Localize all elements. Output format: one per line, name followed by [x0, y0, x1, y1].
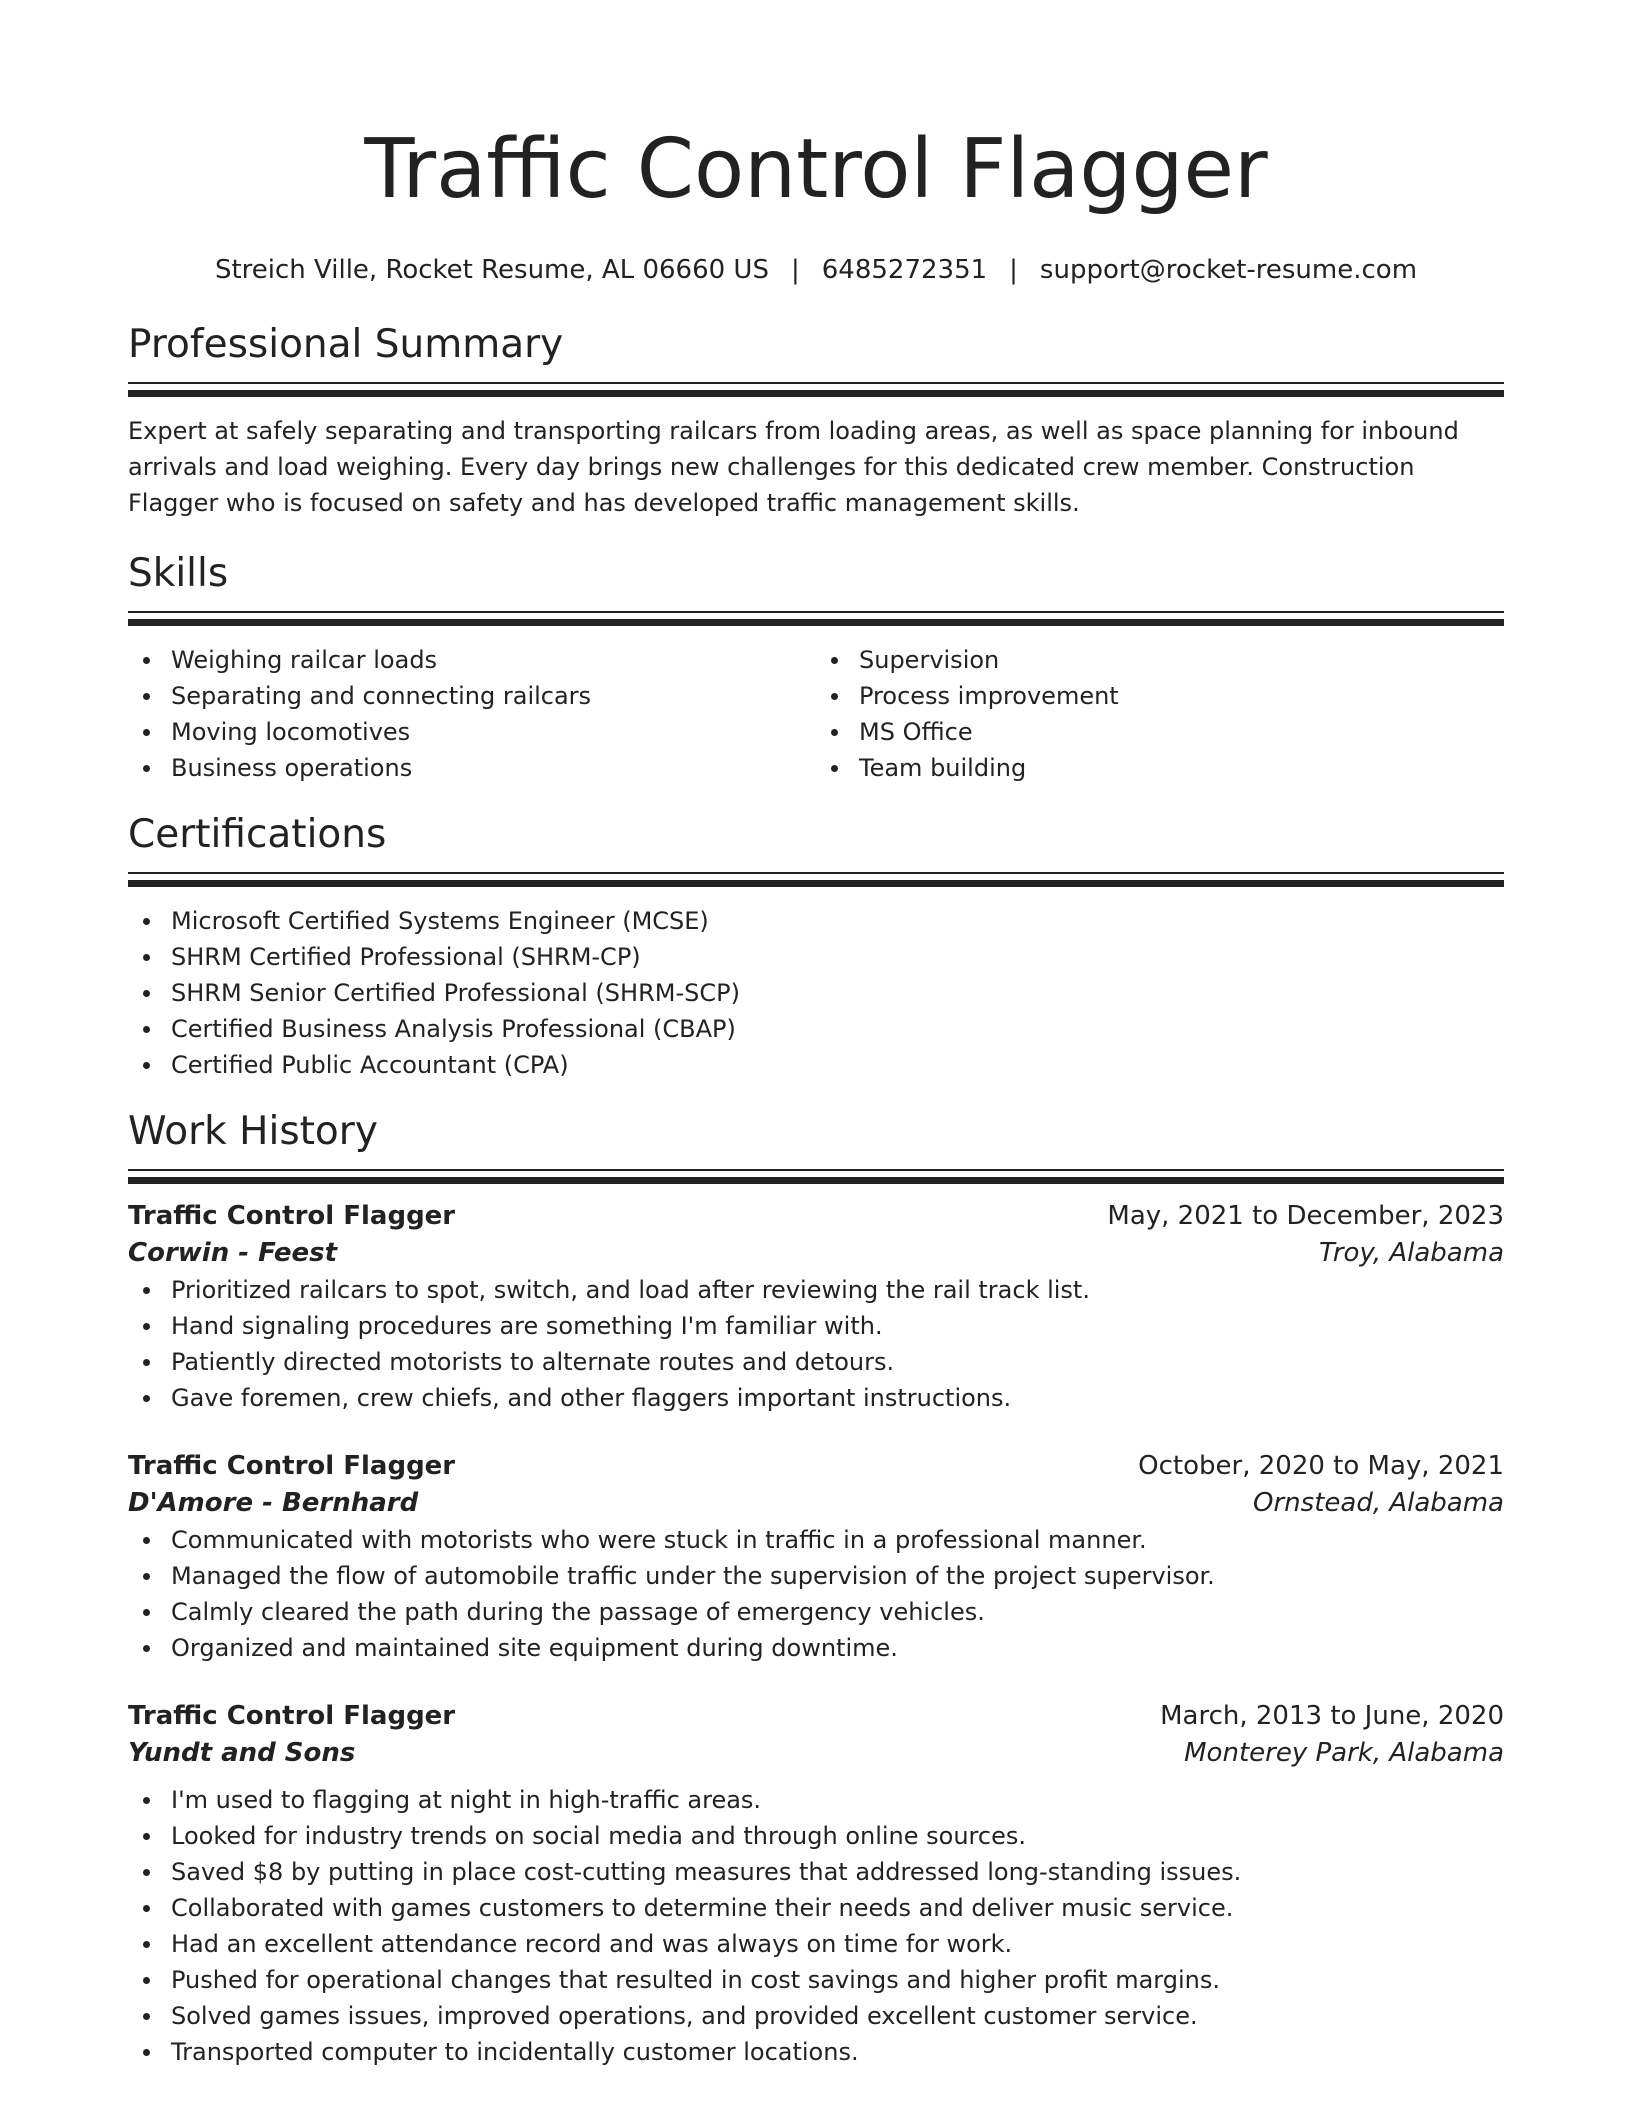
list-item: Collaborated with games customers to determine their needs and deliver music service. [171, 1890, 1504, 1926]
contact-separator: | [790, 255, 800, 285]
job-subheader [128, 1484, 1504, 1522]
job-subheader [128, 1234, 1504, 1272]
section-rule-thin [128, 1169, 1504, 1173]
skills-section [128, 551, 1504, 786]
list-item: Supervision [859, 642, 1504, 678]
list-item: Solved games issues, improved operations, and provided excellent customer service. [171, 1998, 1504, 2034]
job-bullets [128, 1272, 1504, 1416]
contact-separator: | [1009, 255, 1018, 285]
list-item: Saved $8 by putting in place cost-cutting measures that addressed long-standing issues. [171, 1854, 1504, 1890]
list-item: Had an excellent attendance record and was always on time for work. [171, 1926, 1504, 1962]
job-bullets [128, 1522, 1504, 1666]
job-entry [128, 1698, 1504, 2070]
job-bullets [128, 1782, 1504, 2070]
list-item: Process improvement [859, 678, 1504, 714]
list-item: I'm used to flagging at night in high-traffic areas. [171, 1782, 1504, 1818]
job-company: Yundt and Sons [128, 1738, 356, 1768]
list-item: Gave foremen, crew chiefs, and other flaggers important instructions. [171, 1380, 1504, 1416]
job-company: Corwin - Feest [128, 1238, 338, 1268]
job-company: D'Amore - Bernhard [128, 1488, 419, 1518]
job-dates: October, 2020 to May, 2021 [1138, 1451, 1504, 1481]
list-item: MS Office [859, 714, 1504, 750]
list-item: Looked for industry trends on social media and through online sources. [171, 1818, 1504, 1854]
list-item: Organized and maintained site equipment during downtime. [171, 1630, 1504, 1666]
list-item: Communicated with motorists who were stuck in traffic in a professional manner. [171, 1522, 1504, 1558]
job-dates: May, 2021 to December, 2023 [1107, 1201, 1504, 1231]
job-title: Traffic Control Flagger [128, 1201, 456, 1231]
skills-column-right [816, 642, 1504, 786]
section-rule-thin [128, 872, 1504, 876]
contact-email[interactable]: support@rocket-resume.com [1039, 255, 1418, 285]
job-subheader [128, 1734, 1504, 1772]
job-entry [128, 1448, 1504, 1666]
contact-phone: 6485272351 [821, 255, 988, 285]
list-item: Microsoft Certified Systems Engineer (MCSE) [171, 903, 1504, 939]
section-rule-thick [128, 880, 1504, 887]
list-item: Certified Public Accountant (CPA) [171, 1047, 1504, 1083]
job-dates: March, 2013 to June, 2020 [1160, 1701, 1504, 1731]
job-title: Traffic Control Flagger [128, 1701, 456, 1731]
list-item: Patiently directed motorists to alternate routes and detours. [171, 1344, 1504, 1380]
job-location: Ornstead, Alabama [1253, 1488, 1504, 1518]
list-item: Prioritized railcars to spot, switch, and load after reviewing the rail track list. [171, 1272, 1504, 1308]
list-item: Team building [859, 750, 1504, 786]
certifications-section [128, 812, 1504, 1083]
skills-column-left [128, 642, 816, 786]
section-rule-thin [128, 382, 1504, 386]
job-entry [128, 1198, 1504, 1416]
job-location: Monterey Park, Alabama [1184, 1738, 1504, 1768]
section-rule-thick [128, 619, 1504, 626]
summary-section [128, 322, 1504, 521]
list-item: Moving locomotives [171, 714, 816, 750]
skills-grid [128, 642, 1504, 786]
contact-line [128, 254, 1504, 286]
section-rule-thin [128, 611, 1504, 615]
list-item: Managed the flow of automobile traffic under the supervision of the project supervisor. [171, 1558, 1504, 1594]
contact-address: Streich Ville, Rocket Resume, AL 06660 US [214, 255, 769, 285]
list-item: Separating and connecting railcars [171, 678, 816, 714]
list-item: Business operations [171, 750, 816, 786]
section-rule-thick [128, 1177, 1504, 1184]
summary-heading: Professional Summary [128, 322, 564, 367]
work-history-heading: Work History [128, 1109, 378, 1154]
list-item: Transported computer to incidentally customer locations. [171, 2034, 1504, 2070]
work-history-section [128, 1109, 1504, 2070]
list-item: Pushed for operational changes that resulted in cost savings and higher profit margins. [171, 1962, 1504, 1998]
job-title: Traffic Control Flagger [128, 1451, 456, 1481]
summary-text: Expert at safely separating and transporting railcars from loading areas, as well as space planning for inbound arrivals and load weighing. Every day brings new challenges for this dedicated crew member. Construction Flagger who is focused on safety and has developed traffic management skills. [128, 417, 1459, 517]
job-header [128, 1698, 1504, 1734]
list-item: Hand signaling procedures are something I'm familiar with. [171, 1308, 1504, 1344]
list-item: Weighing railcar loads [171, 642, 816, 678]
skills-heading: Skills [128, 551, 229, 596]
skills-list-right [816, 642, 1504, 786]
job-location: Troy, Alabama [1319, 1238, 1504, 1268]
list-item: SHRM Certified Professional (SHRM-CP) [171, 939, 1504, 975]
skills-list-left [128, 642, 816, 786]
list-item: Certified Business Analysis Professional (CBAP) [171, 1011, 1504, 1047]
job-header [128, 1198, 1504, 1234]
candidate-name: Traffic Control Flagger [364, 122, 1268, 217]
job-header [128, 1448, 1504, 1484]
certifications-list [128, 903, 1504, 1083]
section-rule-thick [128, 390, 1504, 397]
certifications-heading: Certifications [128, 812, 387, 857]
list-item: Calmly cleared the path during the passage of emergency vehicles. [171, 1594, 1504, 1630]
list-item: SHRM Senior Certified Professional (SHRM-SCP) [171, 975, 1504, 1011]
